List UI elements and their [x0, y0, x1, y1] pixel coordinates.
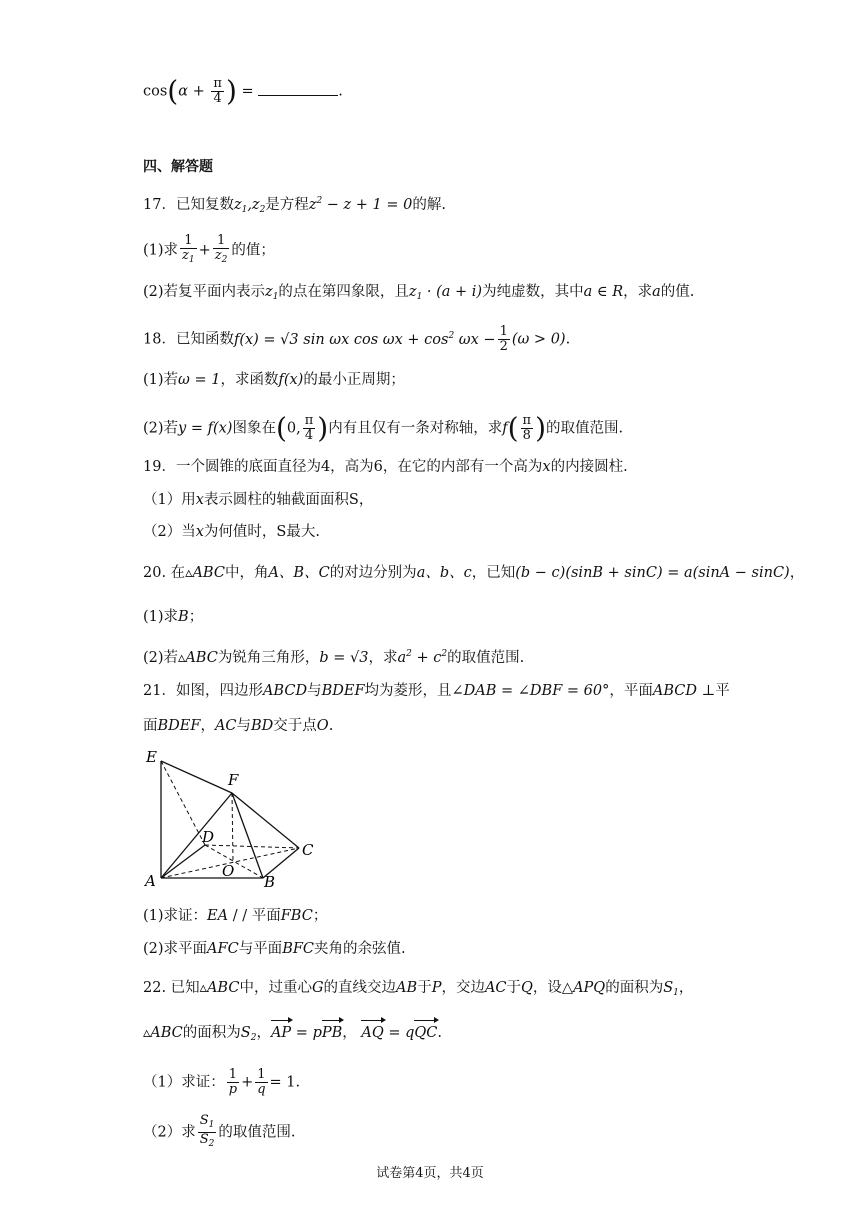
f-symbol: f [502, 420, 508, 437]
label-f: F [228, 771, 239, 789]
q19-p2-post: 为何值时，S最大. [203, 524, 320, 540]
a-in-R: a ∈ R [583, 284, 624, 300]
page-footer: 试卷第4页，共4页 [376, 1166, 484, 1181]
edge-ed-dashed [161, 761, 205, 845]
q22-line1-mid2: 的直线交边 [323, 980, 397, 996]
fraction-1-over-z2: $\frac{1}{z_2}$ [214, 233, 228, 265]
q21-part2 [143, 939, 406, 959]
q20-part1 [143, 607, 203, 627]
q21-line1-perp: 平 [715, 683, 730, 699]
fraction-1-over-q: $\frac{1}{q}$ [257, 1067, 266, 1097]
geometry-figure [140, 748, 330, 893]
ac: AC [214, 718, 237, 734]
bfc: BFC [282, 941, 314, 957]
q20-p2-post: 的取值范围. [447, 650, 525, 666]
q17-stem-pre: 17．已知复数 [143, 197, 234, 213]
q19-p1-pre: （1）用 [143, 492, 196, 508]
q20-part2 [143, 644, 524, 668]
g-point: G [311, 980, 324, 996]
label-e: E [146, 748, 157, 766]
q21-p2-post: 夹角的余弦值. [314, 941, 406, 957]
q17-p2-mid2: 为纯虚数，其中 [482, 284, 584, 300]
equation: $z^2 - z + 1 = 0$ [308, 196, 413, 213]
q22-p2-post: 的取值范围. [218, 1124, 296, 1141]
q21-line2 [143, 716, 333, 736]
q18-p2-mid1: 图象在 [232, 420, 276, 437]
q22-line1-mid1: 中，过重心 [239, 980, 312, 996]
bdef: BDEF [157, 718, 201, 734]
q22-p1-pre: （1）求证： [143, 1074, 225, 1091]
cos-text: cos [143, 83, 168, 100]
q21-p2-pre: (2)求平面 [143, 941, 208, 957]
q17-stem-mid: 是方程 [265, 197, 309, 213]
q20-p1-pre: (1)求 [143, 609, 179, 625]
q22-line1-mid7: 的面积为 [605, 980, 664, 996]
q20-stem-post: ， [789, 565, 805, 581]
label-b: B [264, 873, 276, 891]
q18-part1 [143, 370, 405, 390]
angle-eq: ∠DAB = ∠DBF = 60° [451, 683, 610, 699]
q22-line2-post: ， [256, 1025, 271, 1041]
q18-p2-post: 的取值范围. [546, 420, 624, 437]
q19-stem [143, 457, 628, 477]
q22-line1-mid4: ，交边 [441, 980, 485, 996]
q21-part1 [143, 906, 327, 926]
q18-p1-pre: (1)若 [143, 372, 179, 388]
q20-stem [143, 563, 804, 583]
q22-line1-post: ， [678, 980, 694, 996]
plus-symbol: + [192, 83, 205, 100]
q21-line2-end: . [328, 718, 334, 734]
q18-stem-post: . [565, 331, 571, 348]
q22-line2: ▵ABC的面积为$S_2$，AP = pPB， AQ = qQC. [143, 1025, 443, 1043]
top-formula [143, 74, 343, 108]
p-point: P [431, 980, 442, 996]
bdef: BDEF [321, 683, 365, 699]
function-def: f(x) = √3 sin ωx $\cos \omega x + \cos^2 \omega x$ − [233, 330, 496, 348]
q21-line1-and: 与 [307, 683, 322, 699]
q20-equation: (b − c)(sinB + sinC) = a(sinA − sinC) [515, 565, 790, 581]
bd: BD [251, 718, 274, 734]
q18-p1-post: 的最小正周期； [303, 372, 405, 388]
angles-abc: A、B、C [268, 565, 330, 581]
q19-stem-post: 的内接圆柱. [550, 459, 628, 475]
q20-p2-mid: 为锐角三角形， [217, 650, 320, 666]
q20-p2-mid2: ，求 [368, 650, 398, 666]
q22-part2 [143, 1114, 295, 1151]
q19-part1 [143, 490, 373, 510]
triangle-abc: ▵ABC [178, 650, 218, 666]
fraction-one-half: $\frac{1}{2}$ [499, 324, 508, 354]
q22-line2-mid: 的面积为 [182, 1025, 241, 1041]
q17-p1-pre: (1)求 [143, 242, 179, 259]
q22-p1-post: . [295, 1074, 301, 1091]
B-var: B [178, 609, 189, 625]
q18-stem [143, 325, 570, 354]
q21-line1-mid2: ，平面 [609, 683, 653, 699]
q21-line1-mid: 均为菱形，且 [364, 683, 452, 699]
label-d: D [202, 828, 215, 846]
alpha-symbol: α [178, 83, 189, 100]
q22-line1-mid5: 于 [506, 980, 522, 996]
abcd-perp: ABCD ⊥ [652, 683, 716, 699]
interval-left-paren: ( [275, 411, 287, 445]
q18-p1-mid: ，求函数 [220, 372, 279, 388]
label-o: O [222, 862, 235, 880]
q18-p2-mid2: 内有且仅有一条对称轴，求 [328, 420, 503, 437]
f-of-x: f(x) [278, 372, 304, 388]
ea: EA [207, 908, 233, 924]
x-var: x [195, 492, 204, 508]
label-c: C [302, 841, 314, 859]
triangle-abc: ▵ABC [199, 980, 240, 996]
q17-p2-mid3: ，求 [623, 284, 653, 300]
answer-blank[interactable] [258, 81, 338, 96]
z1-times: $z_1 \cdot (a + i)$ [408, 284, 483, 302]
q19-stem-text: 19．一个圆锥的底面直径为4，高为6，在它的内部有一个高为 [143, 459, 543, 475]
q-point: Q [521, 980, 533, 996]
fraction-1-over-z1: $\frac{1}{z_1}$ [182, 233, 195, 265]
equals-symbol: = [241, 83, 254, 100]
pi-over-4-fraction [211, 77, 224, 106]
omega-cond: (ω > 0) [511, 331, 566, 348]
fraction-denominator: 4 [213, 91, 222, 106]
q17-part2 [143, 282, 694, 307]
z1-z2: $z_1,z_2$ [233, 197, 266, 215]
arg-left-paren: ( [507, 411, 519, 445]
q17-p1-post: 的值； [231, 242, 275, 259]
q21-line2-mid: ， [200, 718, 215, 734]
fraction-pi-over-4: $\frac{\pi}{4}$ [304, 413, 314, 443]
q20-p2-pre: (2)若 [143, 650, 179, 666]
left-paren: ( [167, 74, 179, 108]
y-eq-fx: y = f(x) [178, 420, 233, 437]
q22-line1-mid6: ，设 [532, 980, 562, 996]
q20-p1-post: ； [188, 609, 204, 625]
right-paren: ) [225, 74, 237, 108]
triangle-abc: ▵ABC [143, 1025, 183, 1041]
sides-abc: a、b、c [416, 565, 472, 581]
section-heading: 四、解答题 [143, 159, 213, 175]
x-var: x [195, 524, 204, 540]
ac: AC [484, 980, 507, 996]
q18-part2: (2)若y = f(x)图象在(0, $\frac{\pi}{4}$ )内有且仅有一条对称轴，求f( $\frac{\pi}{8}$ )的取值范围. [143, 411, 624, 445]
z1: $z_1$ [265, 284, 279, 302]
q22-line1-mid3: 于 [417, 980, 432, 996]
q20-stem-mid3: ，已知 [471, 565, 516, 581]
q21-line2-post: 交于点 [273, 718, 317, 734]
q19-p1-post: 表示圆柱的轴截面面积S， [203, 492, 374, 508]
interval-right-paren: ) [317, 411, 329, 445]
q21-line2-and: 与 [236, 718, 252, 734]
s1: $S_1$ [663, 980, 679, 998]
abcd: ABCD [262, 683, 308, 699]
triangle-abc: ▵ABC [185, 565, 225, 581]
x-var: x [542, 459, 551, 475]
q17-stem-post: 的解. [412, 197, 446, 213]
q17-p2-pre: (2)若复平面内表示 [143, 284, 266, 300]
edge-fo-dashed [232, 793, 233, 862]
omega-eq-1: ω = 1 [178, 372, 221, 388]
triangle-apq: △APQ [561, 980, 606, 996]
q20-stem-mid2: 的对边分别为 [329, 565, 417, 581]
q22-p2-pre: （2）求 [143, 1124, 196, 1141]
q20-stem-mid1: 中，角 [224, 565, 269, 581]
q20-stem-pre: 20. 在 [143, 565, 186, 581]
q19-part2 [143, 522, 320, 542]
q22-line1-pre: 22. 已知 [143, 980, 200, 996]
o-point: O [316, 718, 329, 734]
fbc: FBC [280, 908, 313, 924]
fraction-1-over-p: $\frac{1}{p}$ [228, 1067, 238, 1097]
q22-line1 [143, 978, 693, 1003]
b-eq-sqrt3: b = √3 [319, 650, 369, 666]
vec-ap-eq: AP = pPB [270, 1025, 343, 1041]
q21-p2-mid: 与平面 [238, 941, 283, 957]
q21-p1-post: ； [312, 908, 328, 924]
q17-p2-post: 的值. [660, 284, 695, 300]
fraction-numerator: π [213, 76, 222, 91]
edge-ef [161, 761, 232, 793]
q21-line2-pre: 面 [143, 718, 158, 734]
ab: AB [396, 980, 418, 996]
afc: AFC [207, 941, 239, 957]
q21-p1-pre: (1)求证： [143, 908, 208, 924]
label-a: A [145, 872, 156, 890]
q17-p2-mid1: 的点在第四象限，且 [278, 284, 409, 300]
q22-part1: （1）求证： $\frac{1}{p}$ + $\frac{1}{q}$ = 1. [143, 1067, 301, 1097]
q17-part1: (1)求 $\frac{1}{z_1}$ + $\frac{1}{z_2}$ 的值； [143, 233, 275, 265]
a2-plus-c2: $a^2 + c^2$ [397, 649, 448, 666]
q21-p1-mid: / / 平面 [232, 908, 281, 924]
q18-stem-pre: 18．已知函数 [143, 331, 234, 348]
q21-line1 [143, 681, 730, 701]
fraction-s1-over-s2: $\frac{S_1}{S_2}$ [199, 1113, 215, 1149]
vec-aq-eq: AQ = qQC [361, 1025, 438, 1041]
q21-line1-pre: 21．如图，四边形 [143, 683, 263, 699]
q18-p2-pre: (2)若 [143, 420, 179, 437]
q19-p2-pre: （2）当 [143, 524, 196, 540]
a-var: a [652, 284, 661, 300]
arg-right-paren: ) [535, 411, 547, 445]
period: . [338, 83, 343, 100]
q17-stem [143, 191, 446, 220]
fraction-pi-over-8: $\frac{\pi}{8}$ [522, 413, 532, 443]
s2: $S_2$ [240, 1025, 257, 1043]
